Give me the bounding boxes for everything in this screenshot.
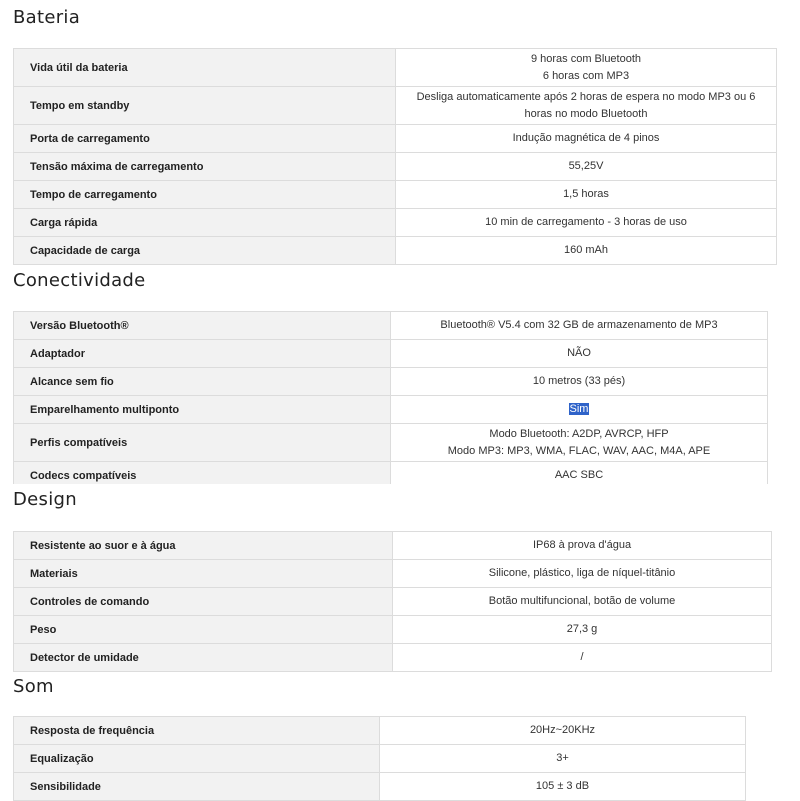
row-label: Tempo de carregamento <box>14 181 396 209</box>
section-title: Som <box>13 676 54 697</box>
row-label: Porta de carregamento <box>14 125 396 153</box>
row-label: Tempo em standby <box>14 87 396 125</box>
section-design <box>0 484 800 674</box>
value-line: Modo Bluetooth: A2DP, AVRCP, HFP <box>489 427 669 440</box>
section-title: Conectividade <box>13 270 146 291</box>
table-row <box>14 87 777 125</box>
row-value: Indução magnética de 4 pinos <box>396 125 777 153</box>
row-value <box>396 49 777 87</box>
value-line: horas no modo Bluetooth <box>524 107 648 120</box>
value-line: Desliga automaticamente após 2 horas de espera no modo MP3 ou 6 <box>416 90 756 103</box>
value-line: Modo MP3: MP3, WMA, FLAC, WAV, AAC, M4A, APE <box>447 444 711 457</box>
row-value <box>391 424 768 462</box>
spec-table <box>13 716 746 801</box>
spec-table <box>13 311 768 484</box>
table-row <box>14 588 772 616</box>
table-row <box>14 462 768 485</box>
table-row <box>14 209 777 237</box>
row-label: Codecs compatíveis <box>14 462 391 485</box>
section-title: Design <box>13 489 77 510</box>
row-label: Equalização <box>14 745 380 773</box>
section-som <box>0 674 800 800</box>
table-row <box>14 368 768 396</box>
row-label: Versão Bluetooth® <box>14 312 391 340</box>
row-value: / <box>393 644 772 672</box>
table-row <box>14 644 772 672</box>
table-row <box>14 616 772 644</box>
row-label: Sensibilidade <box>14 773 380 801</box>
row-label: Peso <box>14 616 393 644</box>
table-row <box>14 424 768 462</box>
row-label: Adaptador <box>14 340 391 368</box>
table-row <box>14 717 746 745</box>
section-conectividade <box>0 270 800 484</box>
row-label: Tensão máxima de carregamento <box>14 153 396 181</box>
section-bateria <box>0 0 800 270</box>
row-label: Capacidade de carga <box>14 237 396 265</box>
row-value: NÃO <box>391 340 768 368</box>
row-label: Alcance sem fio <box>14 368 391 396</box>
value-line: 6 horas com MP3 <box>542 69 630 82</box>
row-label: Controles de comando <box>14 588 393 616</box>
table-row <box>14 49 777 87</box>
row-value: Botão multifuncional, botão de volume <box>393 588 772 616</box>
table-row <box>14 560 772 588</box>
table-row <box>14 153 777 181</box>
row-value <box>391 396 768 424</box>
row-label: Emparelhamento multiponto <box>14 396 391 424</box>
row-value: AAC SBC <box>391 462 768 485</box>
table-row <box>14 773 746 801</box>
row-label: Vida útil da bateria <box>14 49 396 87</box>
row-value: 10 min de carregamento - 3 horas de uso <box>396 209 777 237</box>
row-label: Perfis compatíveis <box>14 424 391 462</box>
section-title: Bateria <box>13 7 81 28</box>
row-value: 160 mAh <box>396 237 777 265</box>
row-value: 27,3 g <box>393 616 772 644</box>
row-value: 1,5 horas <box>396 181 777 209</box>
row-value: 3+ <box>380 745 746 773</box>
row-value: Bluetooth® V5.4 com 32 GB de armazenamento de MP3 <box>391 312 768 340</box>
row-value: IP68 à prova d'água <box>393 532 772 560</box>
table-row <box>14 340 768 368</box>
row-value: 10 metros (33 pés) <box>391 368 768 396</box>
row-value: 20Hz~20KHz <box>380 717 746 745</box>
spec-table <box>13 48 777 265</box>
row-value: Silicone, plástico, liga de níquel-titânio <box>393 560 772 588</box>
table-row <box>14 312 768 340</box>
row-value <box>396 87 777 125</box>
table-row <box>14 396 768 424</box>
table-row <box>14 237 777 265</box>
table-row <box>14 532 772 560</box>
spec-table <box>13 531 772 672</box>
selected-text[interactable]: Sim <box>569 403 589 415</box>
row-label: Detector de umidade <box>14 644 393 672</box>
row-label: Resistente ao suor e à água <box>14 532 393 560</box>
table-row <box>14 181 777 209</box>
row-value: 105 ± 3 dB <box>380 773 746 801</box>
table-row <box>14 745 746 773</box>
row-label: Materiais <box>14 560 393 588</box>
row-value: 55,25V <box>396 153 777 181</box>
row-label: Resposta de frequência <box>14 717 380 745</box>
value-line: 9 horas com Bluetooth <box>530 52 642 65</box>
table-row <box>14 125 777 153</box>
row-label: Carga rápida <box>14 209 396 237</box>
